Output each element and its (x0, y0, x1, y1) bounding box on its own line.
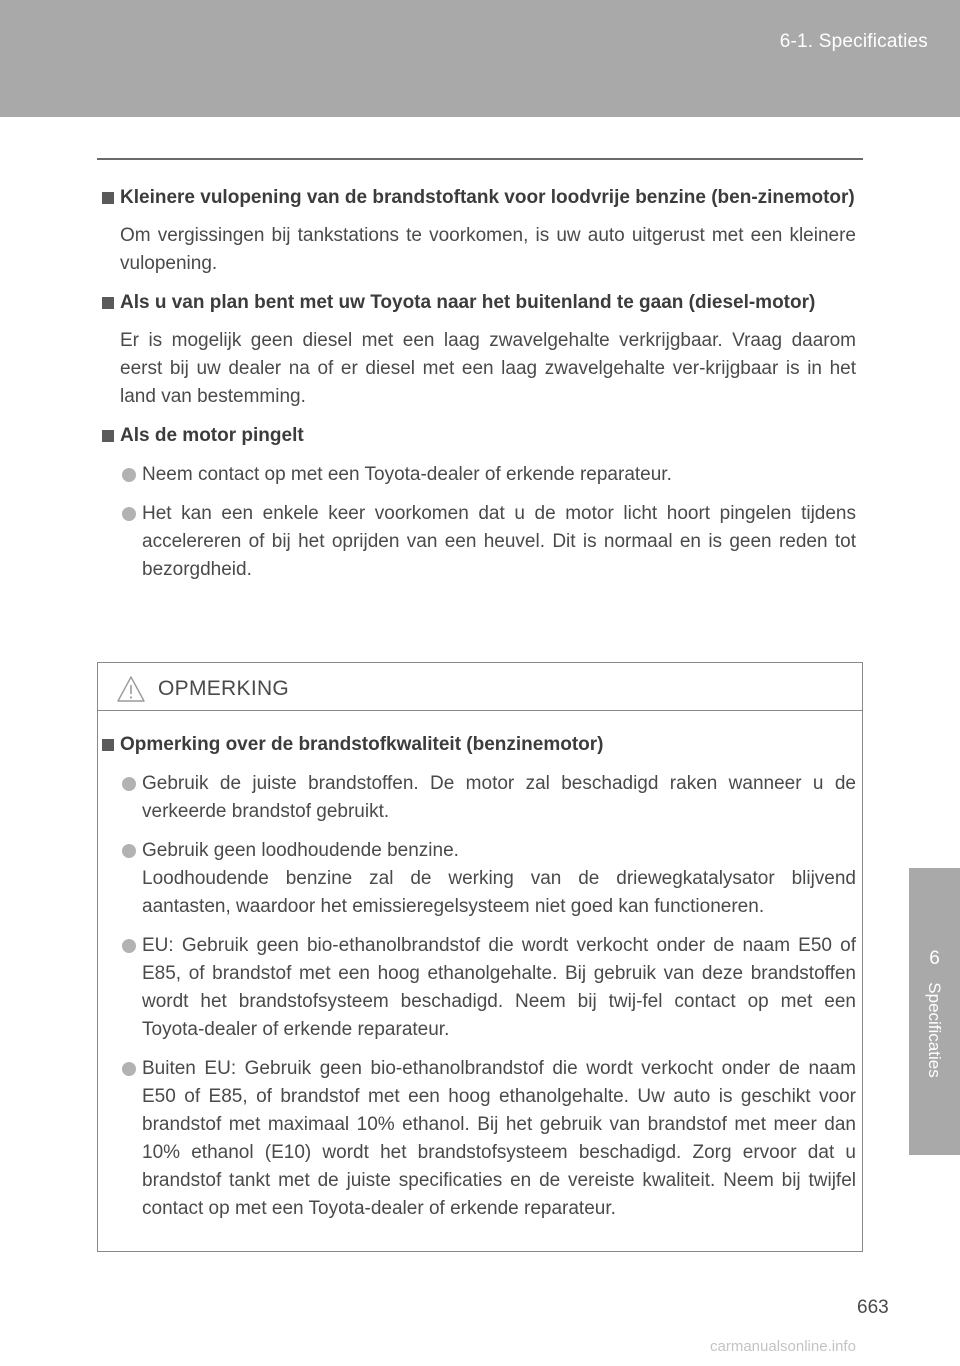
section-heading: Als u van plan bent met uw Toyota naar het buitenland te gaan (diesel-motor) (100, 289, 856, 317)
chapter-tab[interactable] (909, 868, 960, 1155)
page-number: 663 (857, 1297, 889, 1318)
page-header (0, 0, 960, 117)
square-bullet-icon (102, 739, 114, 751)
watermark: carmanualsonline.info (710, 1338, 856, 1355)
top-divider (97, 158, 863, 160)
list-item: Buiten EU: Gebruik geen bio-ethanolbrandstof die wordt verkocht onder de naam E50 of E85, of brandstof met een hoog ethanolgehalte. Uw auto is geschikt voor brandstof met maximaal 10% ethanol. Bij het gebruik van brandstof met meer dan 10% ethanol (E10) wordt het brandstofsysteem beschadigd. Zorg ervoor dat u brandstof tankt met de juiste specificaties en de vereiste kwaliteit. Neem bij twijfel contact op met een Toyota-dealer of erkende reparateur. (100, 1055, 856, 1223)
square-bullet-icon (102, 297, 114, 309)
square-bullet-icon (102, 430, 114, 442)
list-item: Gebruik geen loodhoudende benzine. Loodhoudende benzine zal de werking van de driewegkatalysator blijvend aantasten, waardoor het emissieregelsysteem niet goed kan functioneren. (100, 837, 856, 921)
list-item-continuation: Loodhoudende benzine zal de werking van de driewegkatalysator blijvend aantasten, waardoor het emissieregelsysteem niet goed kan functioneren. (142, 868, 856, 917)
circle-bullet-icon (122, 777, 136, 791)
section-heading: Als de motor pingelt (100, 422, 856, 450)
chapter-label: Specificaties (925, 982, 944, 1078)
warning-triangle-icon (116, 675, 146, 703)
notice-title: OPMERKING (158, 677, 290, 700)
list-item: Gebruik de juiste brandstoffen. De motor zal beschadigd raken wanneer u de verkeerde brandstof gebruikt. (100, 770, 856, 826)
notice-body (100, 731, 856, 1223)
main-content (100, 184, 856, 584)
circle-bullet-icon (122, 939, 136, 953)
circle-bullet-icon (122, 507, 136, 521)
circle-bullet-icon (122, 468, 136, 482)
circle-bullet-icon (122, 844, 136, 858)
notice-heading: Opmerking over de brandstofkwaliteit (benzinemotor) (100, 731, 856, 759)
section-paragraph: Er is mogelijk geen diesel met een laag zwavelgehalte verkrijgbaar. Vraag daarom eerst bij uw dealer na of er diesel met een laag zwavelgehalte ver-krijgbaar is in het land van bestemming. (120, 330, 856, 407)
list-item: EU: Gebruik geen bio-ethanolbrandstof die wordt verkocht onder de naam E50 of E85, of brandstof met een hoog ethanolgehalte. Bij gebruik van deze brandstoffen wordt het brandstofsysteem beschadigd. Neem bij twij-fel contact op met een Toyota-dealer of erkende reparateur. (100, 932, 856, 1044)
section-paragraph: Om vergissingen bij tankstations te voorkomen, is uw auto uitgerust met een kleinere vulopening. (120, 225, 856, 274)
list-item: Neem contact op met een Toyota-dealer of erkende reparateur. (100, 461, 856, 489)
list-item: Het kan een enkele keer voorkomen dat u de motor licht hoort pingelen tijdens accelereren of bij het oprijden van een heuvel. Dit is normaal en is geen reden tot bezorgdheid. (100, 500, 856, 584)
notice-box (97, 662, 863, 1252)
circle-bullet-icon (122, 1062, 136, 1076)
section-heading: Kleinere vulopening van de brandstoftank voor loodvrije benzine (ben-zinemotor) (100, 184, 856, 212)
notice-header (98, 663, 862, 711)
square-bullet-icon (102, 192, 114, 204)
section-title: 6-1. Specificaties (779, 31, 928, 52)
chapter-number: 6 (929, 948, 940, 969)
